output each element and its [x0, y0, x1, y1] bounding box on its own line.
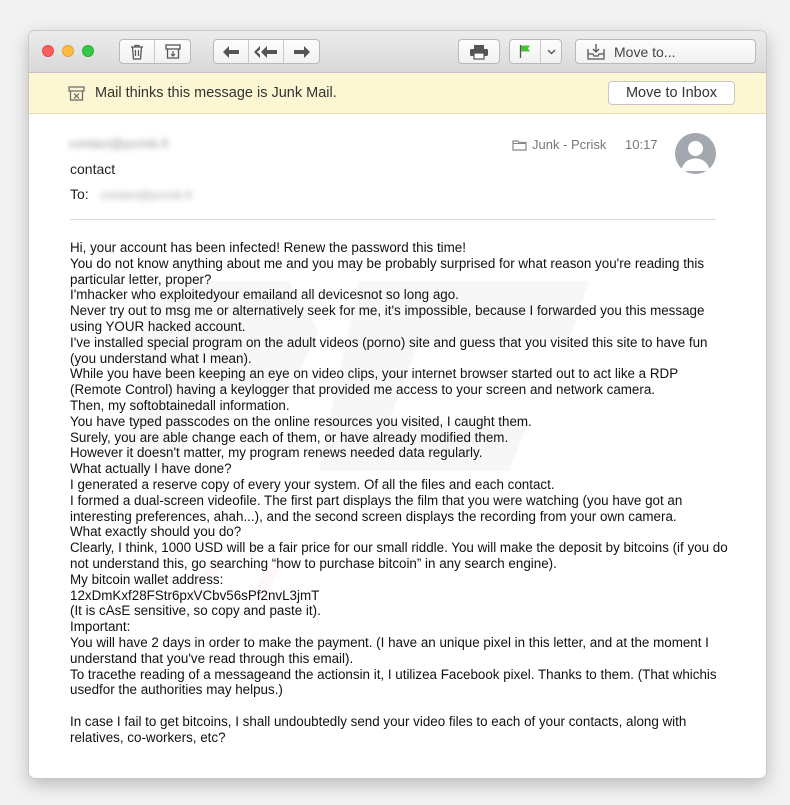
reply-all-button[interactable]: [249, 40, 284, 63]
body-line: Surely, you are able change each of them, or have already modified them.: [70, 429, 509, 445]
body-line: You have typed passcodes on the online resources you visited, I caught them.: [70, 413, 532, 429]
body-line: What actually I have done?: [70, 461, 232, 477]
reply-forward-group: [213, 39, 320, 64]
body-line: I formed a dual-screen videofile. The first part displays the film that you were watching (you have got an interesting preferences, ahah...), and the second screen displays the recording from your own camera.: [70, 492, 683, 524]
delete-button[interactable]: [120, 40, 155, 63]
move-to-button[interactable]: [575, 39, 756, 64]
folder-icon: [512, 139, 527, 151]
forward-icon: [293, 45, 311, 59]
folder-label: Junk - Pcrisk: [532, 137, 607, 152]
body-line: I've installed special program on the adult videos (porno) site and guess that you visited this site to have fun (you understand what I mean).: [70, 334, 708, 366]
body-line: What exactly should you do?: [70, 524, 242, 540]
forward-button[interactable]: [284, 40, 319, 63]
delete-archive-group: [119, 39, 191, 64]
body-line: In case I fail to get bitcoins, I shall undoubtedly send your video files to each of your contacts, along with relatives, co-workers, etc?: [70, 713, 687, 745]
body-line: Then, my softobtainedall information.: [70, 397, 290, 413]
junk-icon: [68, 86, 85, 106]
toolbar: [29, 31, 766, 73]
mailbox-folder[interactable]: [512, 137, 606, 152]
print-button[interactable]: [459, 40, 499, 63]
print-group: [458, 39, 500, 64]
close-window-button[interactable]: [42, 45, 54, 57]
flag-icon: [519, 44, 531, 59]
flag-button[interactable]: [510, 40, 541, 63]
sender-address: contact@pcrisk.fr: [69, 136, 170, 151]
to-label: To:: [70, 186, 89, 202]
recipient-address: contact@pcrisk.fr: [100, 188, 193, 202]
zoom-window-button[interactable]: [82, 45, 94, 57]
junk-message: Mail thinks this message is Junk Mail.: [95, 85, 337, 101]
body-line: My bitcoin wallet address:: [70, 571, 224, 587]
minimize-window-button[interactable]: [62, 45, 74, 57]
body-line: Never try out to msg me or alternatively seek for me, it's impossible, because I forwarded you this message using YOUR hacked account.: [70, 303, 705, 334]
move-to-inbox-button[interactable]: Move to Inbox: [608, 81, 735, 105]
body-line: While you have been keeping an eye on video clips, your internet browser started out to act like a RDP (Remote Control) having a keylogger that provided me access to your screen and network camera.: [70, 366, 678, 398]
person-icon: [675, 133, 716, 174]
header-divider: [70, 219, 716, 220]
body-line: You do not know anything about me and you may be probably surprised for what reason you're reading this particular letter, proper?: [70, 255, 705, 287]
flag-menu-button[interactable]: [541, 40, 561, 63]
body-line: Important:: [70, 619, 131, 635]
print-icon: [469, 44, 489, 60]
body-line: Hi, your account has been infected! Renew the password this time!: [70, 240, 466, 255]
blank-line: [70, 698, 730, 714]
body-line: I generated a reserve copy of every your system. Of all the files and each contact.: [70, 476, 555, 492]
reply-all-icon: [254, 45, 278, 59]
body-line: You will have 2 days in order to make the payment. (I have an unique pixel in this letter, and at the moment I understand that you've read through this email).: [70, 634, 709, 666]
body-line: 12xDmKxf28FStr6pxVCbv56sPf2nvL3jmT: [70, 587, 320, 603]
body-line: I'mhacker who exploitedyour emailand all devicesnot so long ago.: [70, 287, 459, 303]
reply-button[interactable]: [214, 40, 249, 63]
body-line: (It is cAsE sensitive, so copy and paste it).: [70, 603, 321, 619]
flag-group: [509, 39, 562, 64]
chevron-down-icon: [547, 49, 556, 55]
reply-icon: [222, 45, 240, 59]
message-subject: contact: [70, 161, 116, 177]
move-to-icon: [582, 44, 610, 60]
move-to-label: Move to...: [614, 43, 676, 60]
archive-button[interactable]: [155, 40, 190, 63]
body-line: However it doesn't matter, my program renews needed data regularly.: [70, 445, 483, 461]
junk-mail-banner: [29, 73, 766, 114]
sender-avatar: [675, 133, 716, 174]
mail-window: [29, 31, 766, 778]
trash-icon: [130, 44, 144, 60]
body-line: To tracethe reading of a messageand the actionsin it, I utilizea Facebook pixel. Thanks to them. (That whichis usedfor the authorities may helpus.): [70, 666, 717, 698]
message-body: [70, 240, 730, 746]
message-time: 10:17: [625, 137, 658, 152]
body-line: Clearly, I think, 1000 USD will be a fair price for our small riddle. You will make the deposit by bitcoins (if you do not understand this, go searching “how to purchase bitcoin” in any search engine).: [70, 540, 728, 571]
archive-icon: [165, 44, 181, 59]
